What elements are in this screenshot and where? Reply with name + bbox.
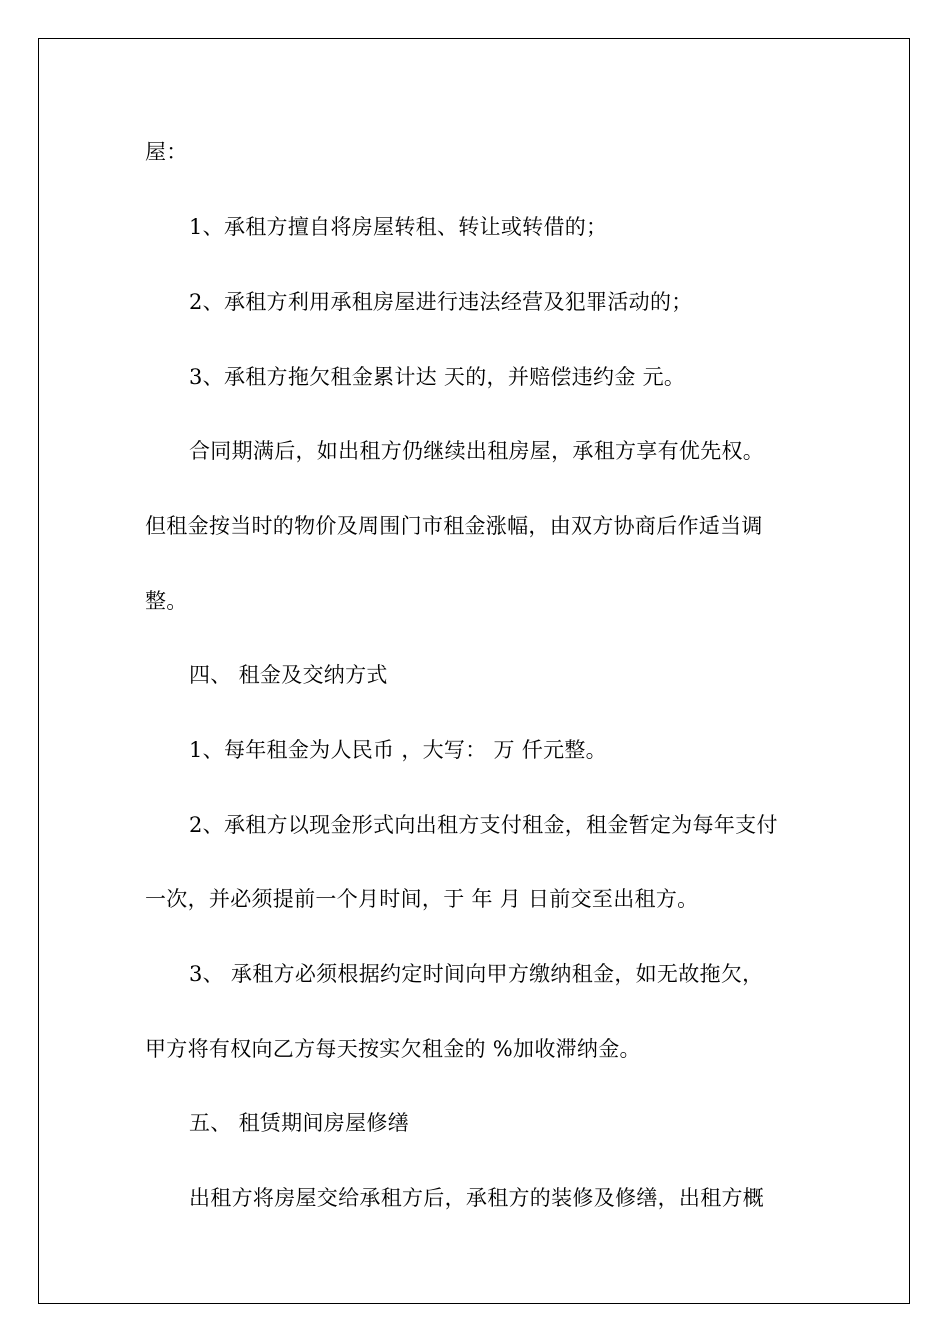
clause-4-2: 2、承租方以现金形式向出租方支付租金，租金暂定为每年支付: [189, 813, 778, 837]
paragraph-renewal-cont-2: 整。: [145, 589, 188, 613]
text-line-continuation: 屋：: [145, 140, 188, 164]
clause-3-3: 3、承租方拖欠租金累计达 天的，并赔偿违约金 元。: [189, 365, 686, 389]
clause-4-3-cont: 甲方将有权向乙方每天按实欠租金的 %加收滞纳金。: [145, 1037, 641, 1061]
clause-4-1: 1、每年租金为人民币 ，大写： 万 仟元整。: [189, 738, 607, 762]
clause-3-1: 1、承租方擅自将房屋转租、转让或转借的；: [189, 215, 608, 239]
clause-4-2-cont: 一次，并必须提前一个月时间，于 年 月 日前交至出租方。: [145, 887, 699, 911]
paragraph-repairs: 出租方将房屋交给承租方后，承租方的装修及修缮，出租方概: [189, 1186, 765, 1210]
section-heading-4: 四、 租金及交纳方式: [189, 663, 388, 687]
clause-3-2: 2、承租方利用承租房屋进行违法经营及犯罪活动的；: [189, 290, 693, 314]
clause-4-3: 3、 承租方必须根据约定时间向甲方缴纳租金，如无故拖欠，: [189, 962, 764, 986]
paragraph-renewal-cont-1: 但租金按当时的物价及周围门市租金涨幅，由双方协商后作适当调: [145, 514, 763, 538]
section-heading-5: 五、 租赁期间房屋修缮: [189, 1111, 409, 1135]
paragraph-renewal: 合同期满后，如出租方仍继续出租房屋，承租方享有优先权。: [189, 439, 765, 463]
